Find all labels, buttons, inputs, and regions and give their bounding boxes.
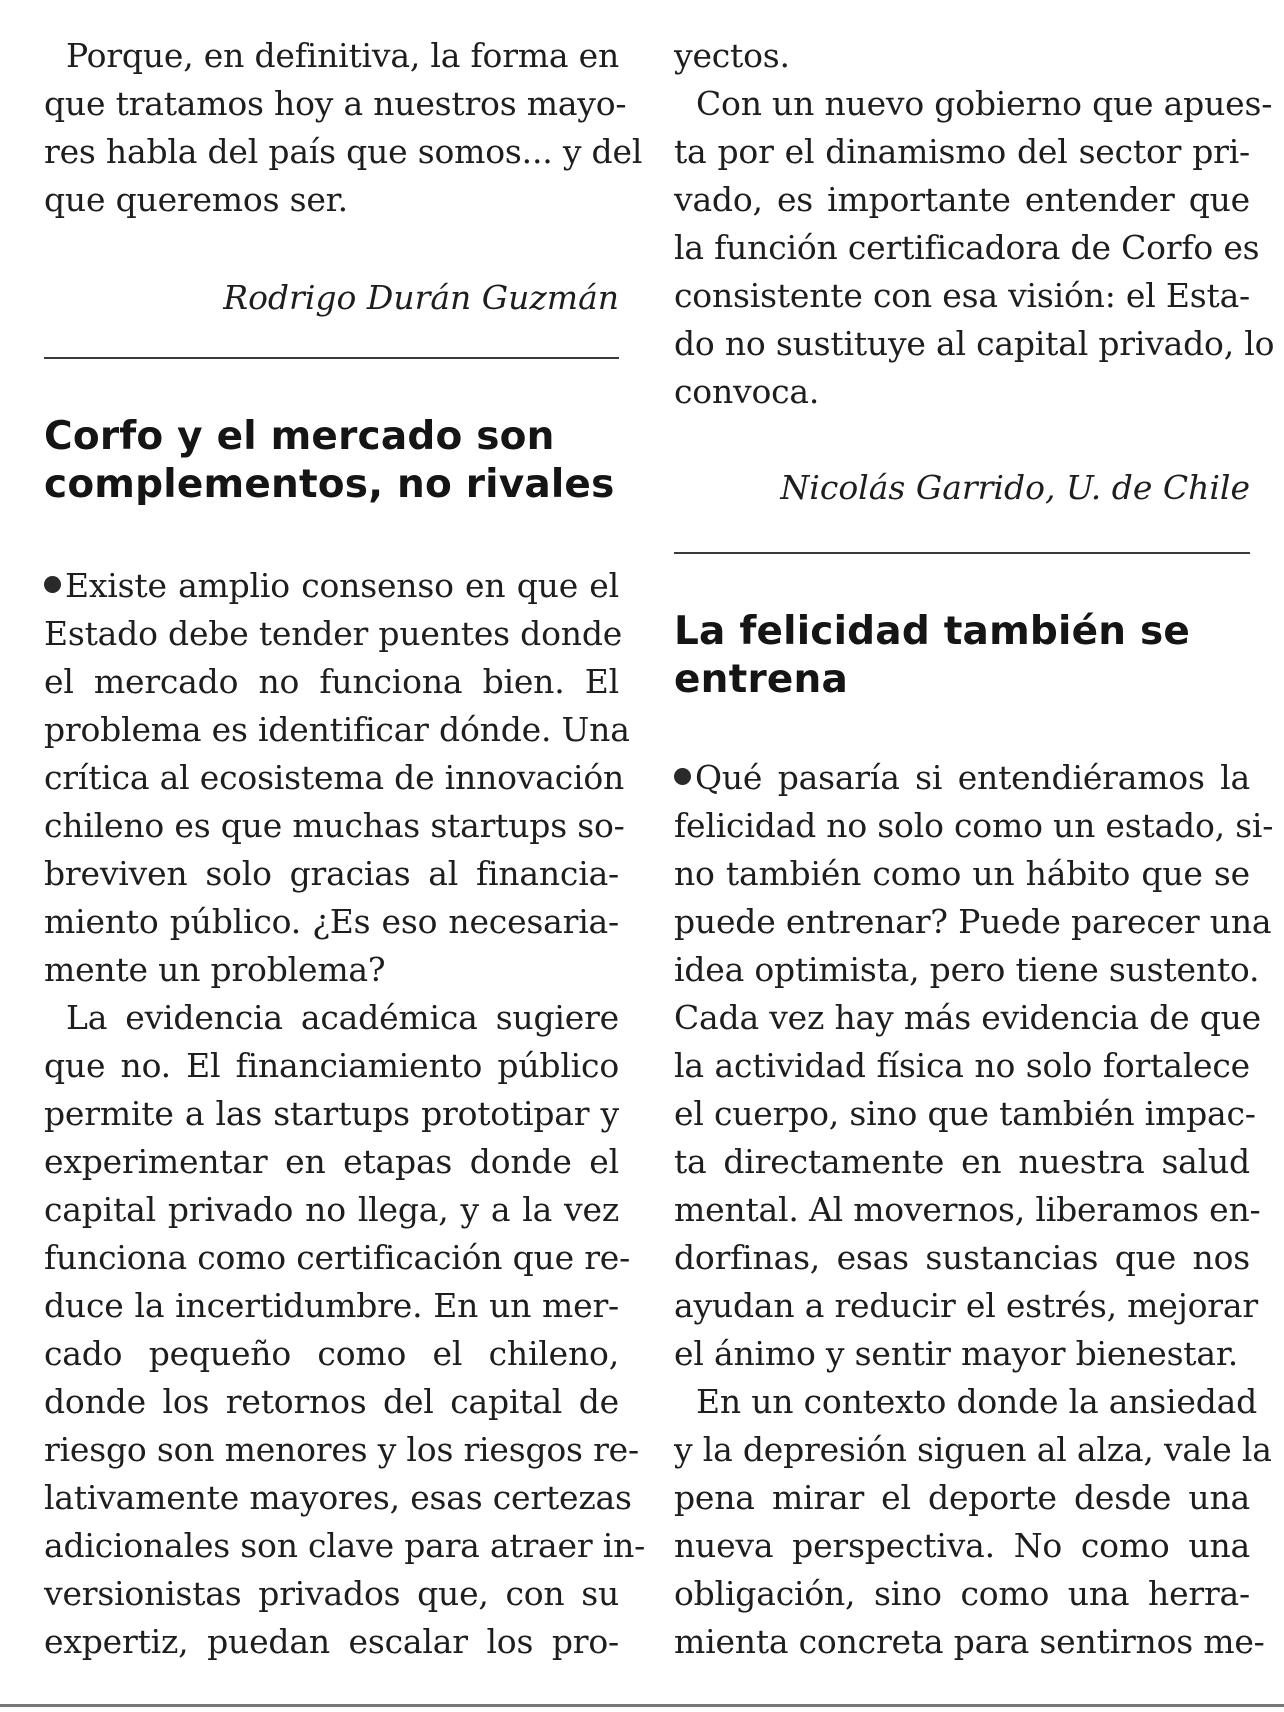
text-line: convoca. [674, 372, 820, 411]
text-line: el mercado no funciona bien. El [44, 662, 619, 701]
article-title-line: entrena [674, 657, 849, 702]
text-line: miento público. ¿Es eso necesaria- [44, 902, 619, 941]
text-line: mienta concreta para sentirnos me- [674, 1622, 1265, 1661]
text-line [44, 566, 619, 606]
text-line: cado pequeño como el chileno, [44, 1334, 619, 1373]
text-line: versionistas privados que, con su [44, 1574, 619, 1613]
text-line: que queremos ser. [44, 180, 348, 219]
text-line: consistente con esa visión: el Esta- [674, 276, 1250, 315]
text-line: breviven solo gracias al financia- [44, 854, 619, 893]
article-title [44, 413, 619, 509]
section-divider [44, 357, 619, 359]
text-line: y la depresión siguen al alza, vale la [674, 1430, 1272, 1469]
article-title-line: La felicidad también se [674, 609, 1191, 654]
text-line: expertiz, puedan escalar los pro- [44, 1622, 619, 1661]
text-line-content: Qué pasaría si entendiéramos la [695, 758, 1250, 797]
text-line: no también como un hábito que se [674, 854, 1250, 893]
text-line: que no. El financiamiento público [44, 1046, 619, 1085]
text-line: ta por el dinamismo del sector pri- [674, 132, 1250, 171]
text-line: puede entrenar? Puede parecer una [674, 902, 1272, 941]
text-line: permite a las startups prototipar y [44, 1094, 619, 1133]
text-line-content: Existe amplio consenso en que el [65, 566, 619, 605]
text-line: donde los retornos del capital de [44, 1382, 619, 1421]
text-line: crítica al ecosistema de innovación [44, 758, 625, 797]
text-line: ta directamente en nuestra salud [674, 1142, 1250, 1181]
text-line: felicidad no solo como un estado, si- [674, 806, 1274, 845]
text-line: duce la incertidumbre. En un mer- [44, 1286, 619, 1325]
text-line: la función certificadora de Corfo es [674, 228, 1260, 267]
text-line: Con un nuevo gobierno que apues- [696, 84, 1273, 123]
text-line: Estado debe tender puentes donde [44, 614, 623, 653]
article-title-line: Corfo y el mercado son [44, 414, 555, 459]
text-line: pena mirar el deporte desde una [674, 1478, 1250, 1517]
text-line: la actividad física no solo fortalece [674, 1046, 1250, 1085]
text-line: mente un problema? [44, 950, 386, 989]
section-divider [674, 552, 1250, 554]
text-line: dorfinas, esas sustancias que nos [674, 1238, 1250, 1277]
text-line: riesgo son menores y los riesgos re- [44, 1430, 639, 1469]
text-line: capital privado no llega, y a la vez [44, 1190, 619, 1229]
text-line: el cuerpo, sino que también impac- [674, 1094, 1256, 1133]
text-line: que tratamos hoy a nuestros mayo- [44, 84, 627, 123]
text-line: Porque, en definitiva, la forma en [66, 36, 620, 75]
bullet-icon [44, 576, 61, 593]
text-line: adicionales son clave para atraer in- [44, 1526, 646, 1565]
text-line: ayudan a reducir el estrés, mejorar [674, 1286, 1258, 1325]
text-line: chileno es que muchas startups so- [44, 806, 625, 845]
text-line: Cada vez hay más evidencia de que [674, 998, 1261, 1037]
text-line: En un contexto donde la ansiedad [696, 1382, 1258, 1421]
text-line: problema es identificar dónde. Una [44, 710, 630, 749]
text-line: mental. Al movernos, liberamos en- [674, 1190, 1261, 1229]
page-bottom-rule [0, 1704, 1284, 1707]
text-line: el ánimo y sentir mayor bienestar. [674, 1334, 1239, 1373]
text-line: experimentar en etapas donde el [44, 1142, 619, 1181]
text-line: obligación, sino como una herra- [674, 1574, 1250, 1613]
bullet-icon [674, 768, 691, 785]
text-line [674, 758, 1250, 798]
text-line: lativamente mayores, esas certezas [44, 1478, 632, 1517]
article-title [674, 608, 1250, 704]
text-line: La evidencia académica sugiere [66, 998, 619, 1037]
text-line: idea optimista, pero tiene sustento. [674, 950, 1260, 989]
text-line: yectos. [674, 36, 790, 75]
text-line: funciona como certificación que re- [44, 1238, 631, 1277]
author-signature: Rodrigo Durán Guzmán [223, 278, 619, 317]
text-line: vado, es importante entender que [674, 180, 1250, 219]
author-signature: Nicolás Garrido, U. de Chile [780, 468, 1250, 507]
text-line: do no sustituye al capital privado, lo [674, 324, 1275, 363]
article-title-line: complementos, no rivales [44, 462, 615, 507]
text-line: res habla del país que somos... y del [44, 132, 643, 171]
text-line: nueva perspectiva. No como una [674, 1526, 1250, 1565]
